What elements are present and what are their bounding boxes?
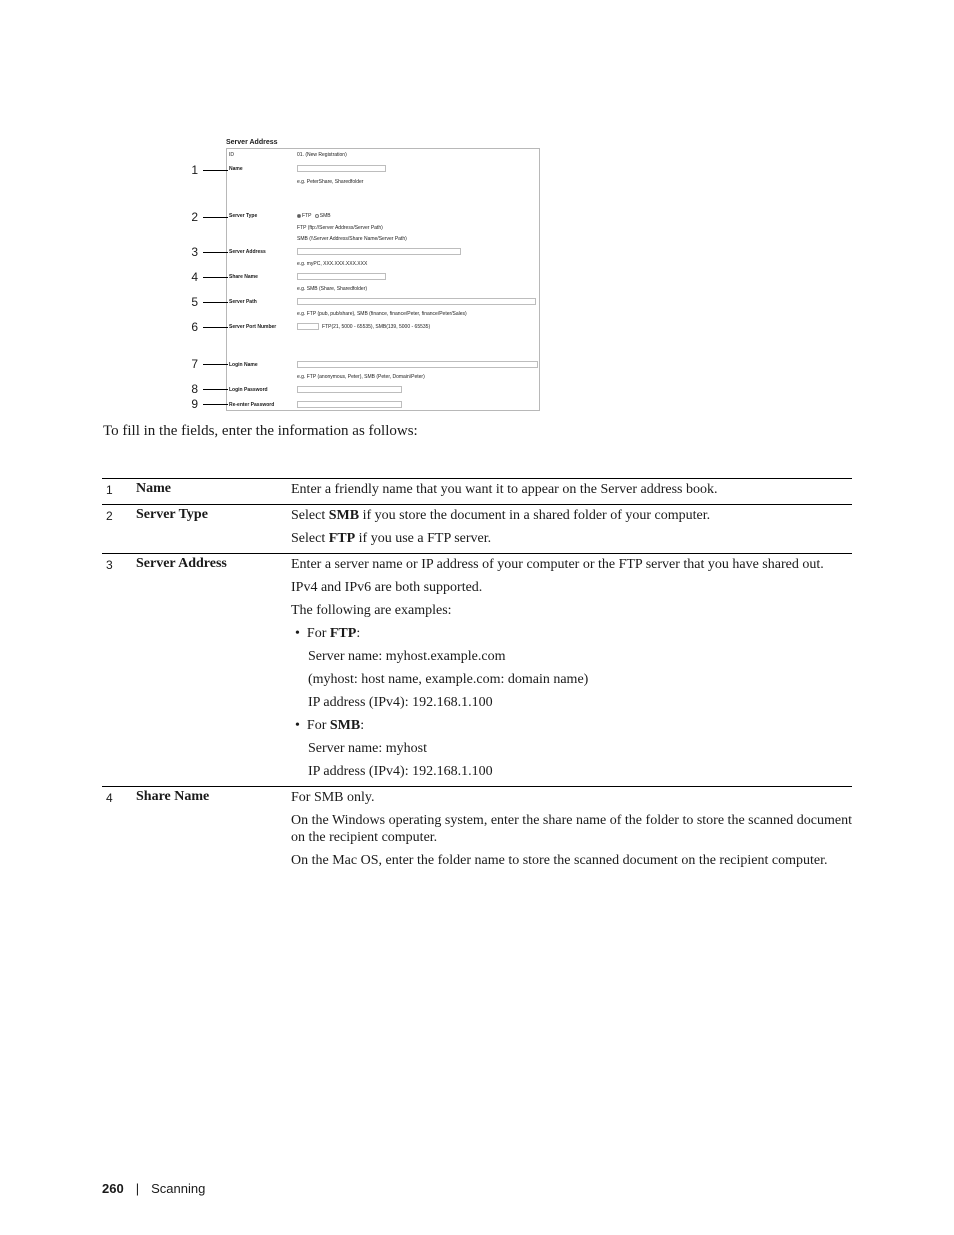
callout-7: 7 [191, 357, 198, 371]
section-name: Scanning [151, 1181, 206, 1196]
callout-8: 8 [191, 382, 198, 396]
port-hint: FTP(21, 5000 - 65535), SMB(139, 5000 - 65535) [322, 324, 431, 330]
row-term: Name [136, 479, 291, 505]
callout-line [203, 277, 228, 278]
port-input[interactable] [297, 323, 319, 330]
description-line: IPv4 and IPv6 are both supported. [291, 580, 483, 595]
callout-line [203, 302, 228, 303]
example-line: IP address (IPv4): 192.168.1.100 [308, 695, 493, 710]
server-path-hint: e.g. FTP (pub, pub/share), SMB (finance, finance/Peter, finance/Peter/Sales) [297, 311, 467, 317]
page-number: 260 [102, 1181, 124, 1196]
share-name-label: Share Name [229, 274, 258, 280]
smb-format-hint: SMB (\\Server Address/Share Name/Server Path) [297, 236, 407, 242]
description-line: Select SMB if you store the document in a shared folder of your computer. [291, 508, 711, 523]
id-value: 01. (New Registration) [297, 152, 347, 158]
login-name-hint: e.g. FTP (anonymous, Peter), SMB (Peter, Domain\Peter) [297, 374, 425, 380]
description-line: On the Mac OS, enter the folder name to store the scanned document on the recipient computer. [291, 853, 828, 868]
smb-radio[interactable] [315, 214, 319, 218]
callout-3: 3 [191, 245, 198, 259]
description-line: Select FTP if you use a FTP server. [291, 531, 492, 546]
login-name-label: Login Name [229, 362, 258, 368]
callout-1: 1 [191, 163, 198, 177]
row-number: 1 [102, 479, 136, 505]
bullet-smb: • For SMB: [295, 718, 365, 733]
port-label: Server Port Number [229, 324, 277, 330]
callout-line [203, 364, 228, 365]
description-line: For SMB only. [291, 790, 375, 805]
share-name-hint: e.g. SMB (Share, Sharedfolder) [297, 286, 368, 292]
callout-line [203, 252, 228, 253]
login-password-input[interactable] [297, 386, 402, 393]
footer-separator: | [135, 1181, 140, 1196]
row-number: 3 [102, 554, 136, 787]
figure-title: Server Address [226, 139, 278, 146]
login-name-input[interactable] [297, 361, 538, 368]
description-line: The following are examples: [291, 603, 452, 618]
row-description [291, 479, 852, 505]
callout-2: 2 [191, 210, 198, 224]
description-line: Enter a server name or IP address of your computer or the FTP server that you have shared out. [291, 557, 824, 572]
example-line: (myhost: host name, example.com: domain name) [308, 672, 589, 687]
example-line: Server name: myhost [308, 741, 427, 756]
share-name-input[interactable] [297, 273, 386, 280]
row-number: 2 [102, 505, 136, 554]
bullet-ftp: • For FTP: [295, 626, 361, 641]
callout-5: 5 [191, 295, 198, 309]
table-row [102, 554, 852, 787]
field-description-table [102, 478, 852, 875]
server-type-radios [297, 213, 331, 219]
intro-text: To fill in the fields, enter the information as follows: [103, 423, 418, 439]
smb-option-label: SMB [319, 213, 331, 219]
callout-line [203, 389, 228, 390]
page-footer [102, 1181, 205, 1196]
name-label: Name [229, 166, 243, 172]
server-type-label: Server Type [229, 213, 258, 219]
callout-line [203, 404, 228, 405]
row-description [291, 554, 852, 787]
row-term: Share Name [136, 787, 291, 876]
row-number: 4 [102, 787, 136, 876]
name-hint: e.g. PeterShare, Sharedfolder [297, 179, 364, 185]
reenter-password-label: Re-enter Password [229, 402, 275, 408]
description-line: On the Windows operating system, enter the share name of the folder to store the scanned document on the recipient computer. [291, 813, 852, 845]
id-label: ID [229, 152, 234, 158]
description-line: Enter a friendly name that you want it to appear on the Server address book. [291, 482, 718, 497]
callout-line [203, 327, 228, 328]
server-path-label: Server Path [229, 299, 257, 305]
row-description [291, 505, 852, 554]
server-address-hint: e.g. myPC, XXX.XXX.XXX.XXX [297, 261, 368, 267]
reenter-password-input[interactable] [297, 401, 402, 408]
row-description [291, 787, 852, 876]
table-row [102, 505, 852, 554]
callout-line [203, 217, 228, 218]
row-term: Server Address [136, 554, 291, 787]
login-password-label: Login Password [229, 387, 268, 393]
example-line: IP address (IPv4): 192.168.1.100 [308, 764, 493, 779]
callout-9: 9 [191, 397, 198, 411]
ftp-format-hint: FTP (ftp://Server Address/Server Path) [297, 225, 383, 231]
callout-4: 4 [191, 270, 198, 284]
row-term: Server Type [136, 505, 291, 554]
server-path-input[interactable] [297, 298, 536, 305]
ftp-option-label: FTP [302, 213, 312, 219]
server-address-label: Server Address [229, 249, 266, 255]
ftp-radio[interactable] [297, 214, 301, 218]
callout-6: 6 [191, 320, 198, 334]
server-address-input[interactable] [297, 248, 461, 255]
name-input[interactable] [297, 165, 386, 172]
callout-line [203, 170, 228, 171]
example-line: Server name: myhost.example.com [308, 649, 506, 664]
server-address-screenshot [0, 0, 954, 420]
table-row [102, 479, 852, 505]
table-row [102, 787, 852, 876]
